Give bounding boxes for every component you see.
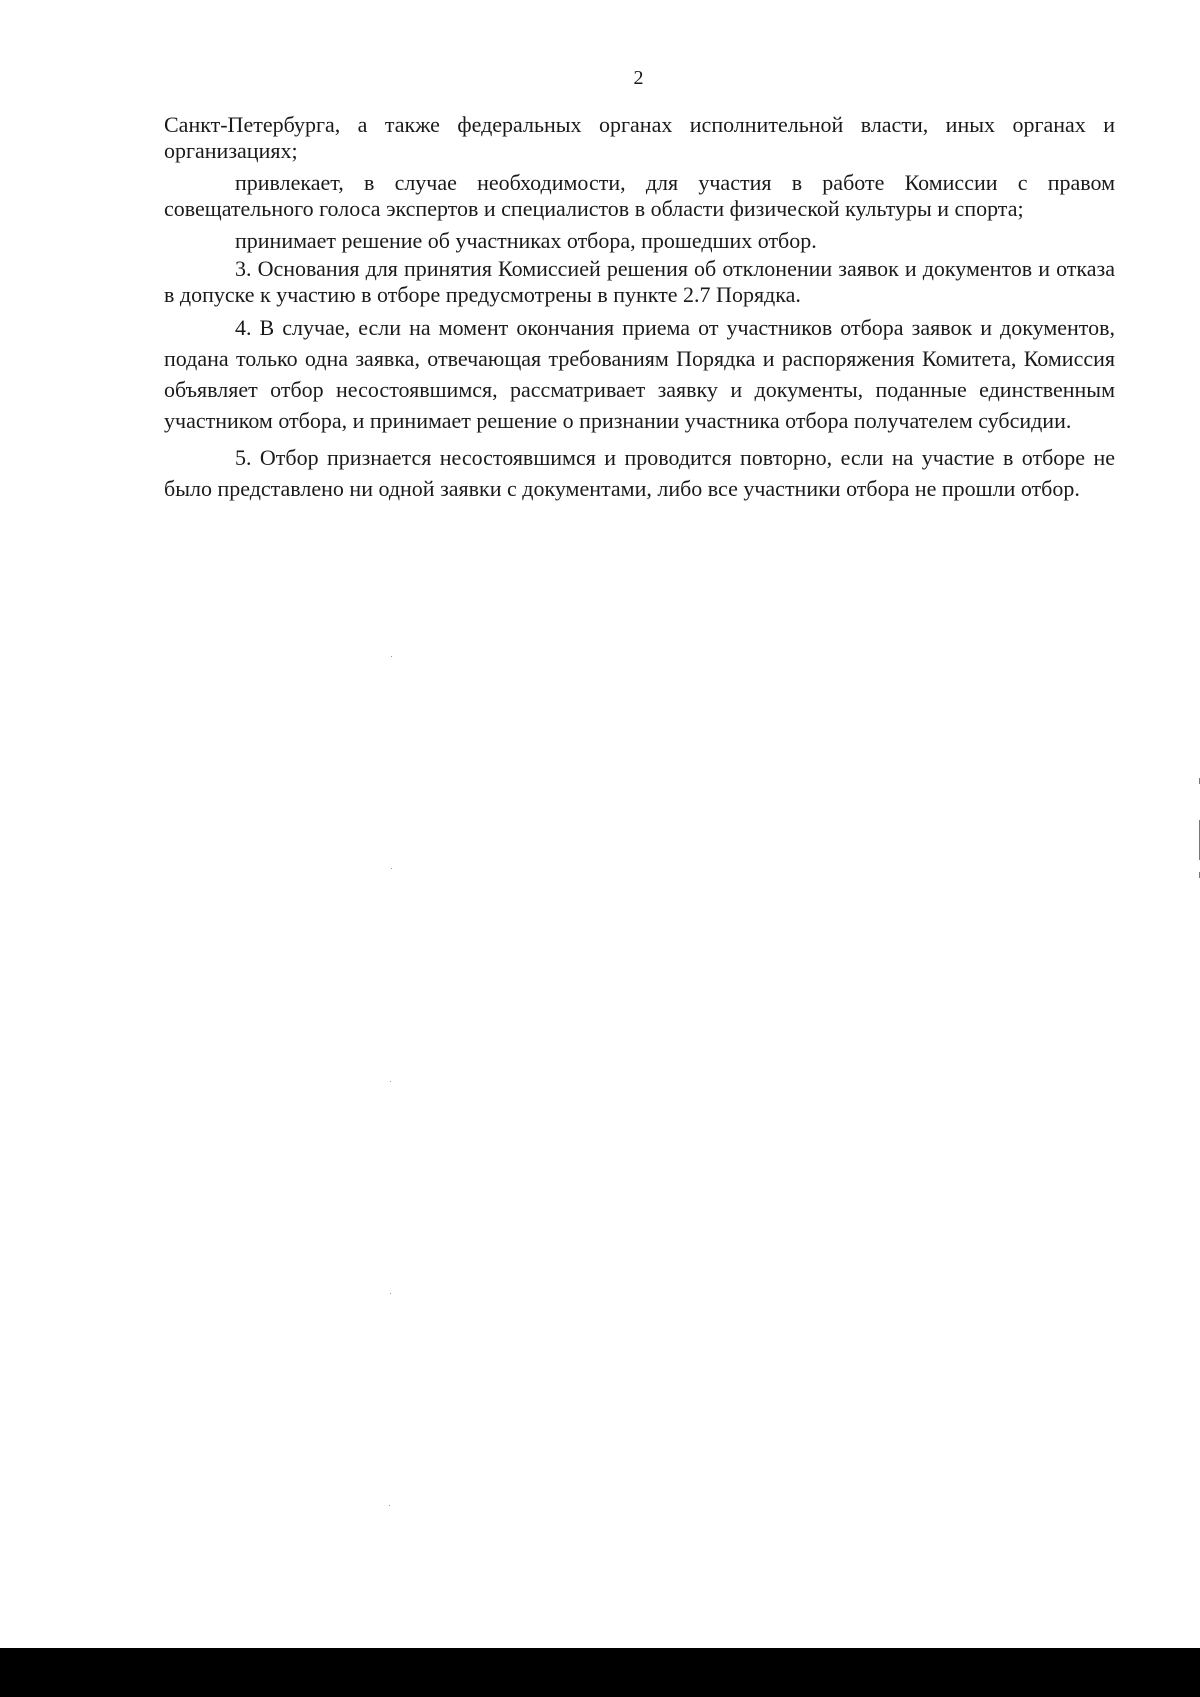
paragraph-item-4: 4. В случае, если на момент окончания приема от участников отбора заявок и документов, подана только одна заявка, отвечающая требованиям Порядка и распоряжения Комитета, Комиссия объявляет отбор несостоявшимся, рассматривает заявку и документы, поданные единственным участником отбора, и принимает решение о признании участника отбора получателем субсидии. bbox=[164, 315, 1115, 433]
scan-artifact bbox=[391, 656, 392, 657]
scan-bottom-border bbox=[0, 1648, 1200, 1697]
scan-artifact bbox=[391, 868, 392, 869]
paragraph-decision: принимает решение об участниках отбора, прошедших отбор. bbox=[235, 228, 817, 253]
scan-artifact bbox=[389, 1505, 390, 1506]
scan-artifact bbox=[390, 1293, 391, 1294]
page-number: 2 bbox=[633, 67, 644, 89]
paragraph-experts: привлекает, в случае необходимости, для участия в работе Комиссии с правом совещательного голоса экспертов и специалистов в области физической культуры и спорта; bbox=[164, 170, 1115, 221]
paragraph-item-3: 3. Основания для принятия Комиссией решения об отклонении заявок и документов и отказа в допуске к участию в отборе предусмотрены в пункте 2.7 Порядка. bbox=[164, 256, 1115, 307]
document-body bbox=[164, 112, 1115, 504]
paragraph-continuation: Санкт-Петербурга, а также федеральных органах исполнительной власти, иных органах и организациях; bbox=[164, 112, 1115, 163]
scan-artifact bbox=[390, 1081, 391, 1082]
paragraph-item-5: 5. Отбор признается несостоявшимся и проводится повторно, если на участие в отборе не было представлено ни одной заявки с документами, либо все участники отбора не прошли отбор. bbox=[164, 445, 1115, 501]
